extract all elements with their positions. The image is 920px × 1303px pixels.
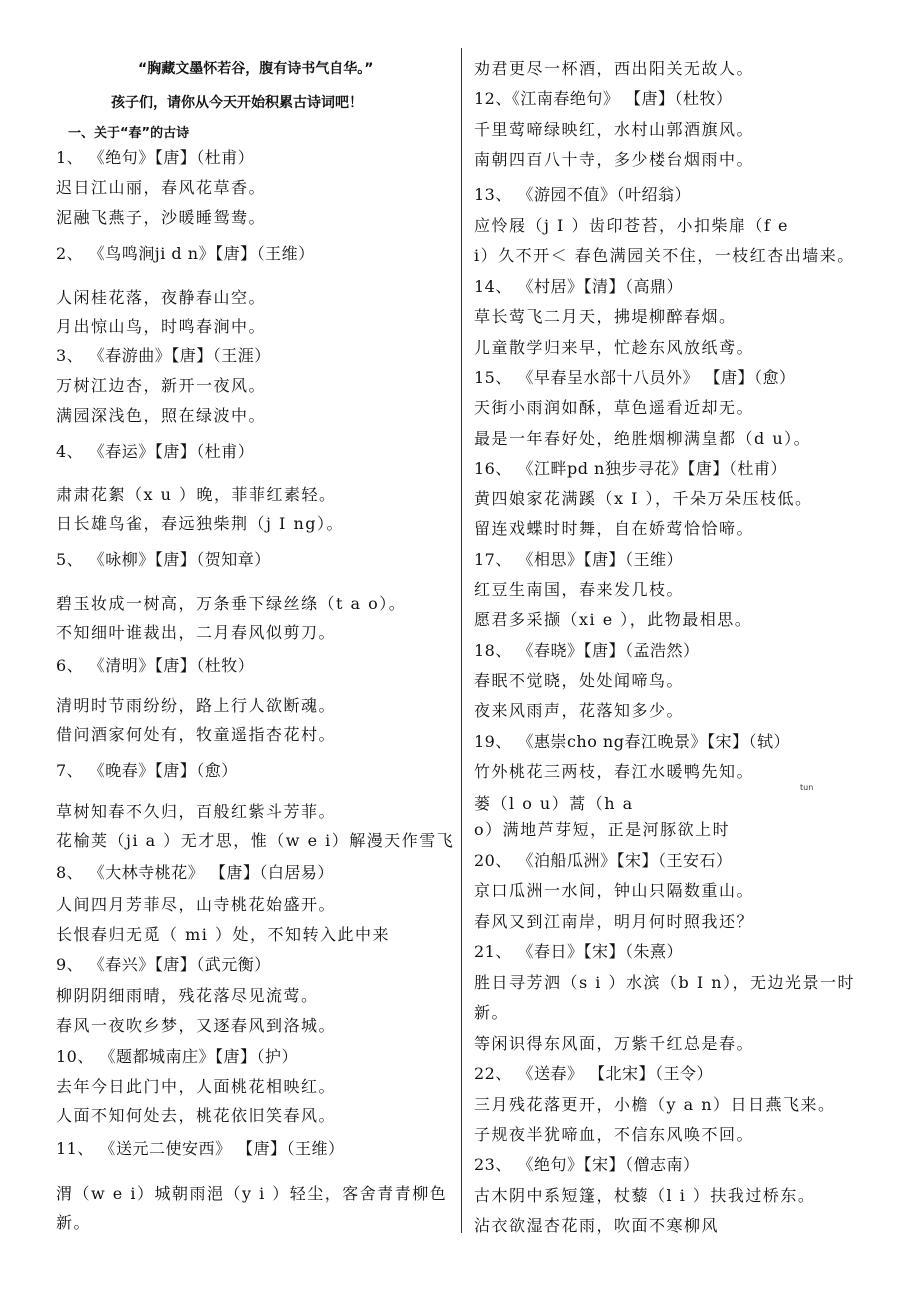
poem-line: 去年今日此门中，人面桃花相映红。 [56,1077,337,1096]
poem-line: 红豆生南国，春来发几枝。 [474,580,685,599]
poem-title: 1、 《绝句》【唐】（杜甫） [56,148,255,167]
poem-title: 13、 《游园不值》（叶绍翁） [474,185,691,204]
poem-line: 京口瓜洲一水间，钟山只隔数重山。 [474,881,755,900]
poem-line: 春风又到江南岸，明月何时照我还？ [474,912,755,931]
poem-line: 新。 [474,1003,510,1022]
poem-line: 天街小雨润如酥，草色遥看近却无。 [474,398,755,417]
poem-line: 蒌（l o u）蒿（h a [474,794,634,813]
poem-line: 春眠不觉晓，处处闻啼鸟。 [474,671,685,690]
poem-title: 18、 《春晓》【唐】（孟浩然） [474,641,700,660]
poem-line: 沾衣欲湿杏花雨，吹面不寒柳风 [474,1216,720,1235]
poem-title: 15、 《早春呈水部十八员外》 【唐】（愈） [474,368,796,387]
poem-title: 20、 《泊船瓜洲》【宋】（王安石） [474,851,733,870]
section-heading: 一、关于“春”的古诗 [68,126,190,141]
poem-line: 等闲识得东风面，万紫千红总是春。 [474,1034,755,1053]
pinyin-annotation: tun [800,783,814,792]
poem-title: 12、《江南春绝句》 【唐】（杜牧） [474,89,733,108]
poem-line: 万树江边杏，新开一夜风。 [56,376,267,395]
poem-title: 3、 《春游曲》【唐】（王涯） [56,346,271,365]
poem-line: 人面不知何处去，桃花依旧笑春风。 [56,1106,337,1125]
poem-line: 春风一夜吹乡梦，又逐春风到洛城。 [56,1016,337,1035]
poem-line: 劝君更尽一杯酒，西出阳关无故人。 [474,59,755,78]
poem-line: 肃肃花絮（x u ）晚，菲菲红素轻。 [56,485,337,504]
poem-line: 月出惊山鸟，时鸣春涧中。 [56,317,267,336]
poem-title: 19、 《惠崇cho ng春江晚景》【宋】（轼） [474,732,790,751]
poem-title: 16、 《江畔pd n独步寻花》【唐】（杜甫） [474,459,787,478]
poem-title: 17、 《相思》【唐】（王维） [474,550,683,569]
poem-line: 新。 [56,1213,92,1232]
poem-line: 不知细叶谁裁出，二月春风似剪刀。 [56,623,337,642]
poem-line: 迟日江山丽，春风花草香。 [56,178,267,197]
poem-line: 人闲桂花落，夜静春山空。 [56,288,267,307]
poem-line: 胜日寻芳泗（s i ）水滨（b I n），无边光景一时 [474,973,856,992]
poem-line: 千里莺啼绿映红，水村山郭酒旗风。 [474,120,755,139]
poem-title: 14、 《村居》【清】（高鼎） [474,277,683,296]
poem-line: 渭（w e i）城朝雨浥（y i ）轻尘，客舍青青柳色 [56,1184,448,1203]
poem-title: 23、 《绝句》【宋】（僧志南） [474,1155,700,1174]
motto: “胸藏文墨怀若谷，腹有诗书气自华。” [138,61,374,77]
poem-line: i）久不开＜ 春色满园关不住，一枝红杏出墙来。 [474,246,855,265]
poem-line: 花榆荚（ji a ）无才思，惟（w e i）解漫天作雪飞 [56,831,455,850]
poem-title: 8、 《大林寺桃花》 【唐】（白居易） [56,863,334,882]
poem-line: 南朝四百八十寺，多少楼台烟雨中。 [474,150,755,169]
poem-line: 子规夜半犹啼血，不信东风唤不回。 [474,1125,755,1144]
poem-line: 泥融飞燕子，沙暖睡鸳鸯。 [56,208,267,227]
poem-line: o）满地芦芽短，正是河豚欲上时 [474,820,731,839]
poem-line: 日长雄鸟雀，春远独柴荆（j I ng）。 [56,514,345,533]
poem-title: 22、 《送春》 【北宋】（王令） [474,1064,714,1083]
poem-line: 留连戏蝶时时舞，自在娇莺恰恰啼。 [474,519,755,538]
poem-line: 满园深浅色，照在绿波中。 [56,406,267,425]
poem-line: 三月残花落更开，小檐（y a n）日日燕飞来。 [474,1095,836,1114]
intro-line: 孩子们，请你从今天开始积累古诗词吧！ [111,95,363,111]
poem-line: 古木阴中系短篷，杖藜（l i ）扶我过桥东。 [474,1186,816,1205]
poem-line: 夜来风雨声，花落知多少。 [474,701,685,720]
poem-line: 借问酒家何处有，牧童遥指杏花村。 [56,725,337,744]
poem-line: 儿童散学归来早，忙趁东风放纸鸢。 [474,338,755,357]
poem-line: 草长莺飞二月天，拂堤柳醉春烟。 [474,307,737,326]
poem-line: 愿君多采撷（xi e ），此物最相思。 [474,610,753,629]
poem-title: 7、 《晚春》【唐】（愈） [56,761,238,780]
poem-title: 2、 《鸟鸣涧ji d n》【唐】（王维） [56,244,315,263]
poem-title: 5、 《咏柳》【唐】（贺知章） [56,550,271,569]
poem-line: 黄四娘家花满蹊（x I ），千朵万朵压枝低。 [474,489,813,508]
poem-line: 柳阴阴细雨晴，残花落尽见流莺。 [56,986,319,1005]
poem-line: 碧玉妆成一树高，万条垂下绿丝绦（t a o）。 [56,594,407,613]
poem-line: 长恨春归无觅（ mi ）处，不知转入此中来 [56,925,390,944]
poem-title: 21、 《春日》【宋】（朱熹） [474,942,683,961]
poem-line: 竹外桃花三两枝，春江水暖鸭先知。 [474,762,755,781]
poem-title: 6、 《清明》【唐】（杜牧） [56,656,255,675]
poem-title: 11、 《送元二使安西》 【唐】（王维） [56,1139,345,1158]
poem-line: 应怜屐（j I ）齿印苍苔，小扣柴扉（f e [474,216,789,235]
poem-title: 4、 《春运》【唐】（杜甫） [56,442,255,461]
poem-title: 10、 《题都城南庄》【唐】（护） [56,1047,298,1066]
column-divider [461,48,462,1233]
poem-line: 最是一年春好处，绝胜烟柳满皇都（d u）。 [474,429,812,448]
poem-title: 9、 《春兴》【唐】（武元衡） [56,955,271,974]
poem-line: 人间四月芳菲尽，山寺桃花始盛开。 [56,895,337,914]
poem-line: 草树知春不久归，百般红紫斗芳菲。 [56,802,337,821]
poem-line: 清明时节雨纷纷，路上行人欲断魂。 [56,696,337,715]
